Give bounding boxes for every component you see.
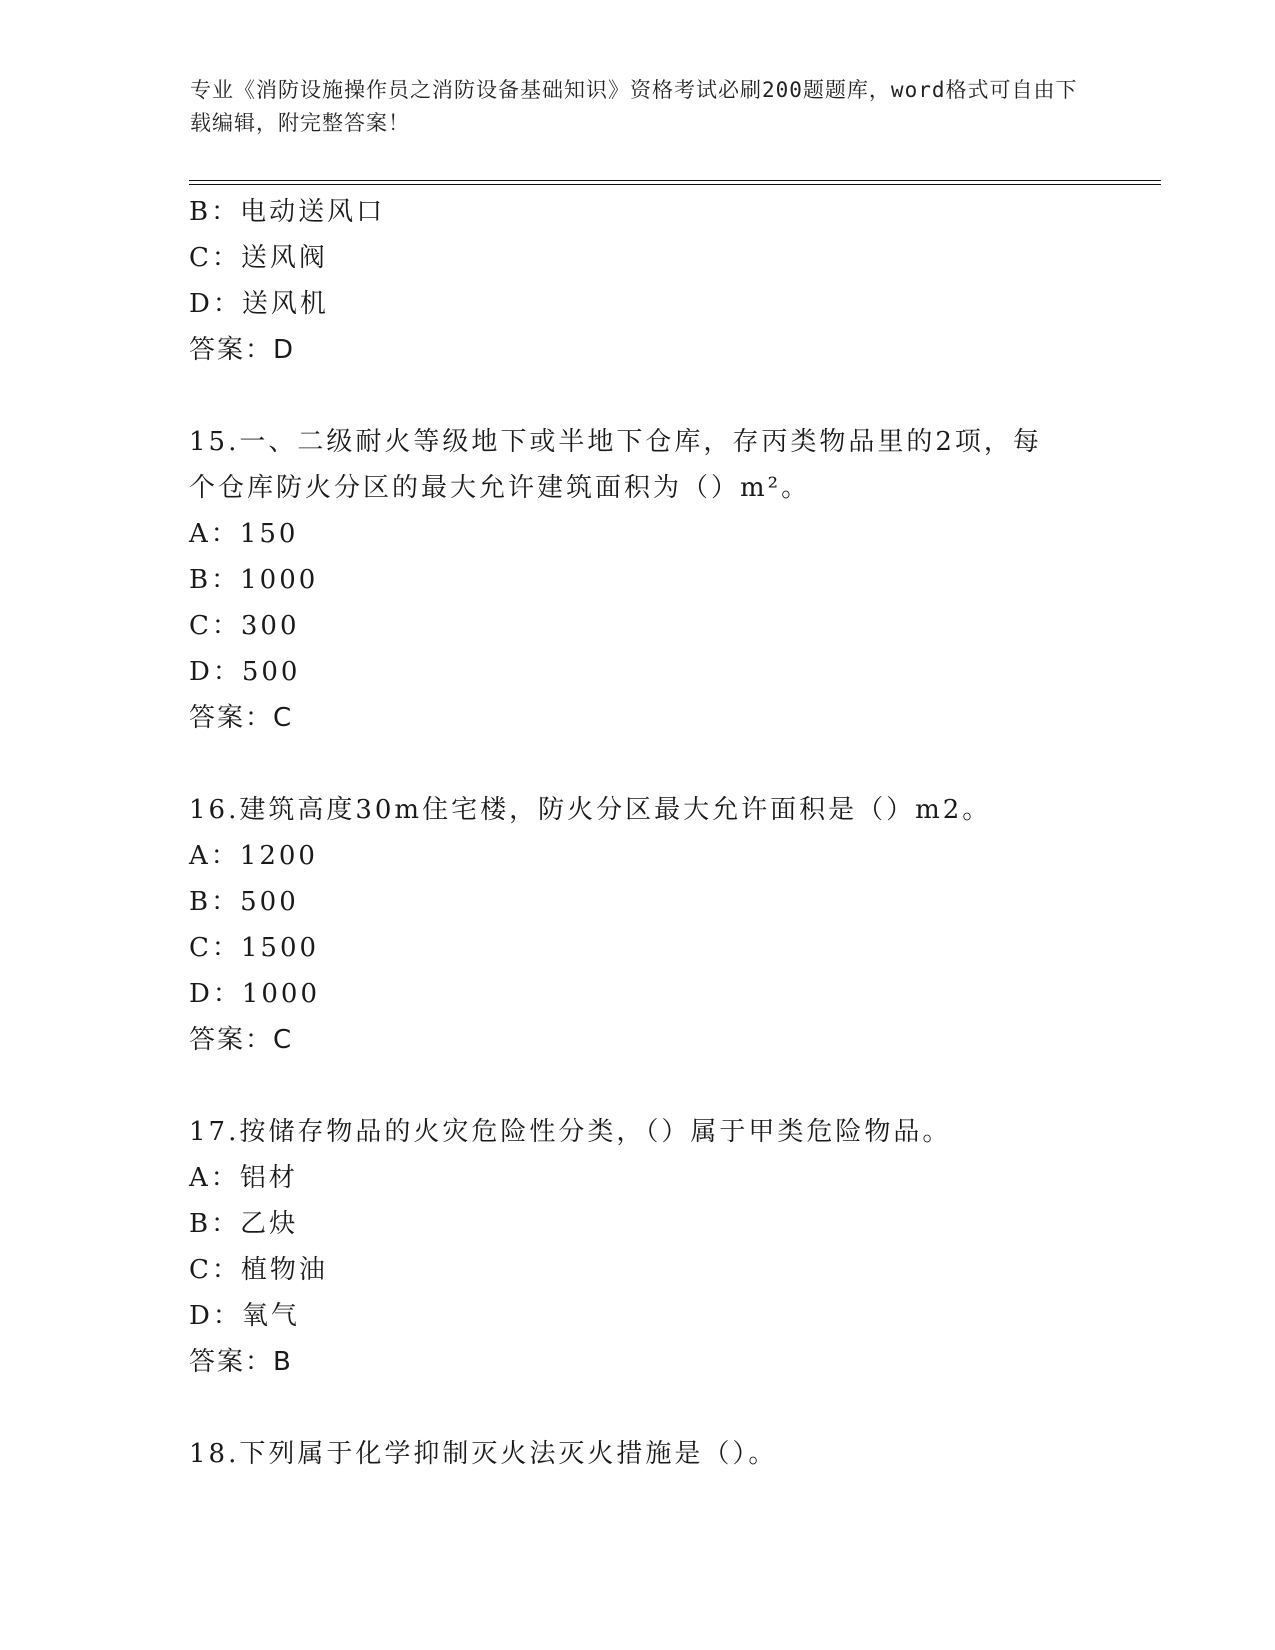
option-a: A：150 bbox=[189, 519, 299, 549]
option-d: D：1000 bbox=[189, 979, 321, 1009]
answer-line: 答案：C bbox=[189, 703, 294, 733]
option-b: B：500 bbox=[189, 887, 299, 917]
header-divider bbox=[189, 180, 1161, 185]
option-a: A：1200 bbox=[189, 841, 318, 871]
page-header: 专业《消防设施操作员之消防设备基础知识》资格考试必刷200题题库，word格式可自由下载编辑，附完整答案！ bbox=[190, 78, 1078, 135]
question-stem: 16.建筑高度30m住宅楼，防火分区最大允许面积是（）m2。 bbox=[189, 795, 992, 825]
option-a: A：铝材 bbox=[189, 1163, 298, 1193]
question-16 bbox=[189, 787, 1149, 1063]
answer-line: 答案：D bbox=[189, 335, 296, 365]
option-c: C：植物油 bbox=[189, 1255, 328, 1285]
option-c: C：1500 bbox=[189, 933, 320, 963]
question-stem: 18.下列属于化学抑制灭火法灭火措施是（）。 bbox=[189, 1439, 778, 1469]
question-18 bbox=[189, 1431, 1149, 1477]
question-stem: 17.按储存物品的火灾危险性分类，（）属于甲类危险物品。 bbox=[189, 1117, 952, 1147]
option-b: B：1000 bbox=[189, 565, 319, 595]
question-17 bbox=[189, 1109, 1149, 1385]
option-c: C：送风阀 bbox=[189, 243, 328, 273]
option-c: C：300 bbox=[189, 611, 300, 641]
question-list bbox=[189, 189, 1149, 1477]
option-d: D：500 bbox=[189, 657, 301, 687]
option-b: B：乙炔 bbox=[189, 1209, 299, 1239]
option-b: B：电动送风口 bbox=[189, 197, 386, 227]
previous-question-tail bbox=[189, 189, 1149, 373]
question-stem: 15.一、二级耐火等级地下或半地下仓库，存丙类物品里的2项，每个仓库防火分区的最大允许建筑面积为（）m²。 bbox=[189, 427, 1042, 503]
answer-line: 答案：C bbox=[189, 1025, 294, 1055]
question-15 bbox=[189, 419, 1149, 741]
option-d: D：送风机 bbox=[189, 289, 329, 319]
option-d: D：氧气 bbox=[189, 1301, 300, 1331]
answer-line: 答案：B bbox=[189, 1347, 293, 1377]
